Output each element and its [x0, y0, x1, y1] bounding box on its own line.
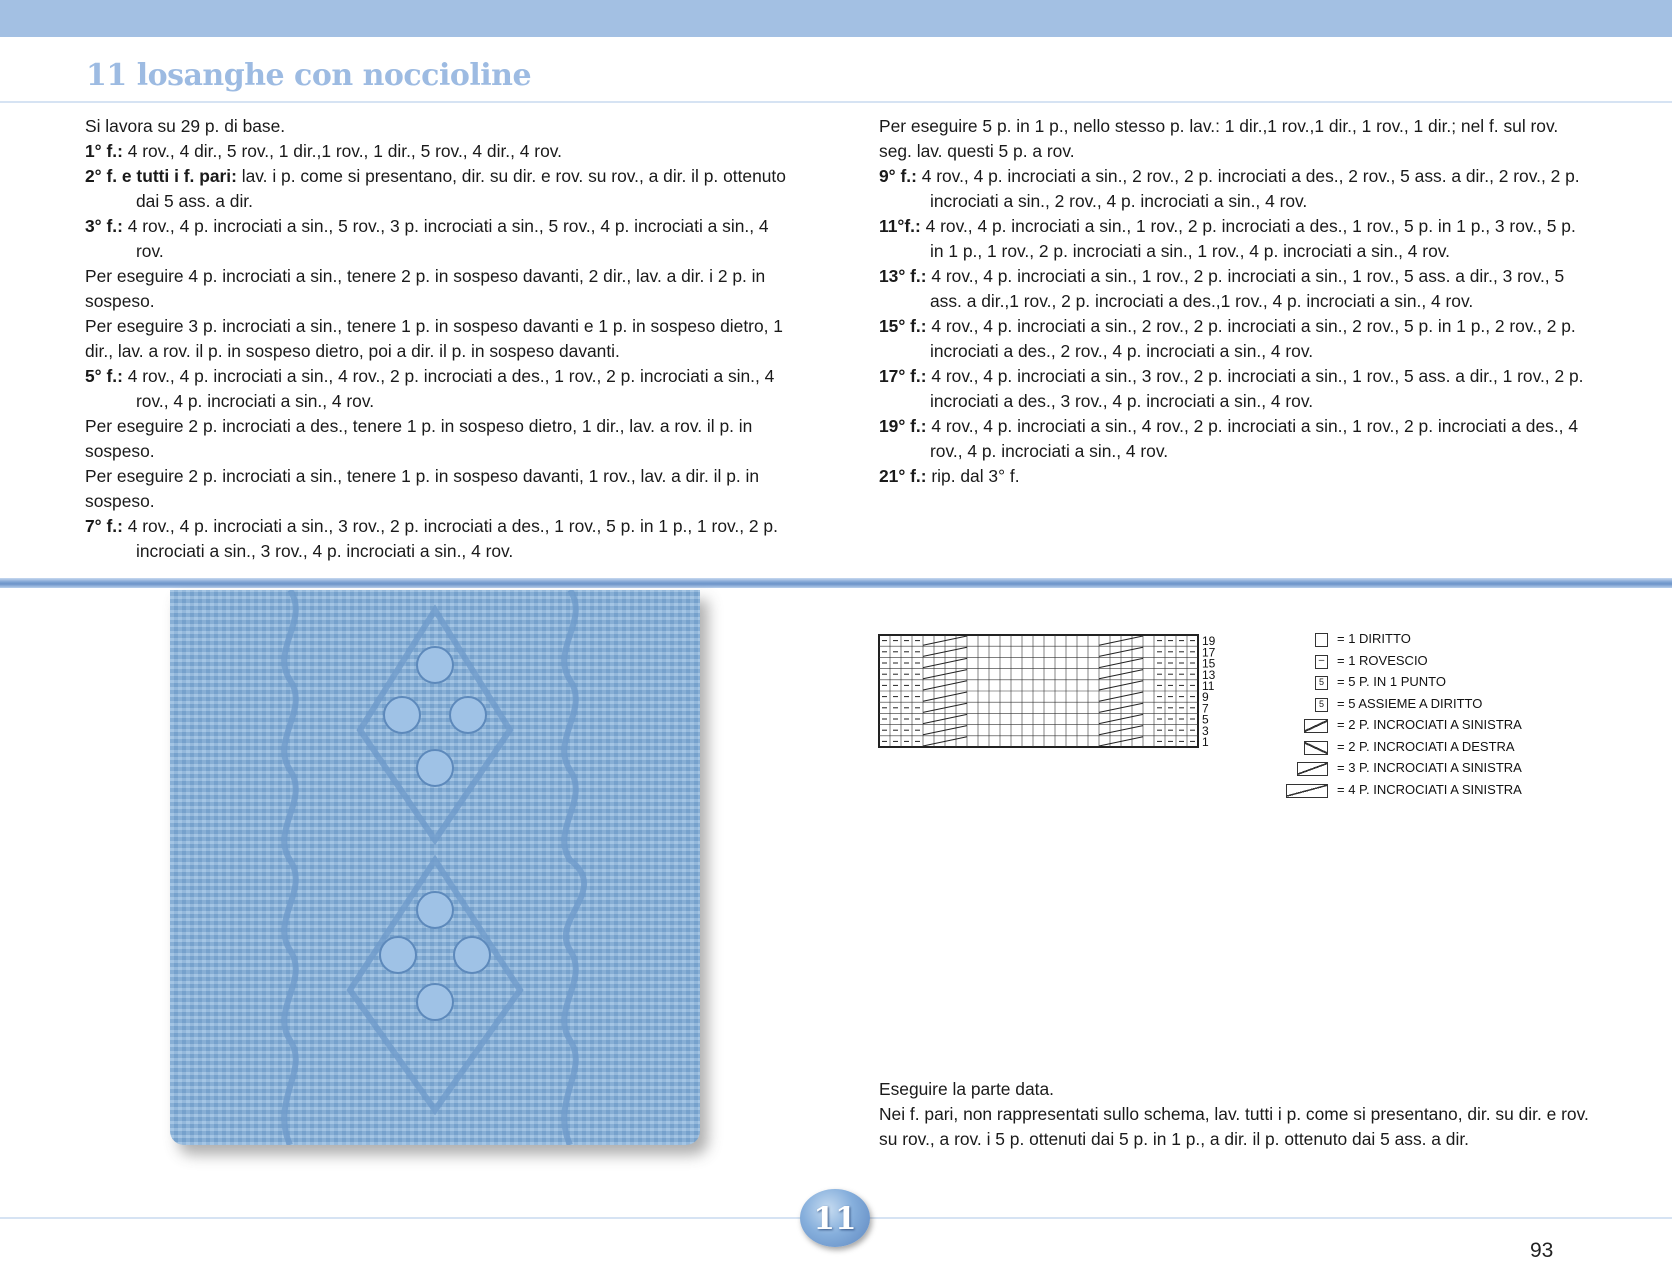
cross-4-left-icon	[1286, 784, 1328, 798]
instruction-row: 1° f.: 4 rov., 4 dir., 5 rov., 1 dir.,1 rov., 1 dir., 5 rov., 4 dir., 4 rov.	[85, 141, 563, 161]
chart-row-number: 1	[1202, 735, 1209, 749]
instructions-left-column	[85, 114, 797, 564]
instruction-row: 19° f.: 4 rov., 4 p. incrociati a sin., 4 rov., 2 p. incrociati a sin., 1 rov., 2 p. incrociati a des., 4 rov., 4 p. incrociati a sin., 4 rov.	[879, 416, 1579, 461]
instruction-row: Si lavora su 29 p. di base.	[85, 116, 286, 136]
legend-label: = 4 P. INCROCIATI A SINISTRA	[1337, 781, 1522, 797]
chart-row-number: 5	[1202, 712, 1209, 727]
instruction-note: Per eseguire 3 p. incrociati a sin., tenere 1 p. in sospeso davanti e 1 p. in sospeso dietro, 1 dir., lav. a rov. il p. in sospeso dietro, poi a dir. il p. in sospeso davanti.	[85, 316, 783, 361]
legend-label: = 2 P. INCROCIATI A DESTRA	[1337, 738, 1515, 754]
chart-row-number: 15	[1202, 656, 1216, 671]
cross-2-left-icon	[1304, 719, 1328, 733]
pattern-number: 11	[813, 1201, 857, 1237]
legend-label: = 3 P. INCROCIATI A SINISTRA	[1337, 760, 1522, 775]
legend-item	[1285, 630, 1585, 652]
instruction-row: 13° f.: 4 rov., 4 p. incrociati a sin., 1 rov., 2 p. incrociati a sin., 1 rov., 5 ass. a dir., 3 rov., 5 ass. a dir.,1 rov., 2 p. incrociati a des.,1 rov., 4 p. incrociati a sin., 4 rov.	[879, 266, 1565, 311]
cross-3-left-icon	[1297, 762, 1328, 776]
legend-item	[1285, 759, 1585, 781]
knitted-swatch-photo	[170, 590, 700, 1145]
dec-5-together-icon: 5	[1315, 698, 1328, 712]
legend-label: = 2 P. INCROCIATI A SINISTRA	[1337, 717, 1522, 732]
swatch-texture	[170, 590, 700, 1145]
instruction-row: 7° f.: 4 rov., 4 p. incrociati a sin., 3 rov., 2 p. incrociati a des., 1 rov., 5 p. in 1 p., 1 rov., 2 p. incrociati a sin., 3 rov., 4 p. incrociati a sin., 4 rov.	[85, 516, 778, 561]
legend-label: = 5 P. IN 1 PUNTO	[1337, 674, 1446, 689]
knitting-chart	[877, 633, 1237, 763]
legend-item	[1285, 652, 1585, 674]
instruction-row: 9° f.: 4 rov., 4 p. incrociati a sin., 2 rov., 2 p. incrociati a des., 2 rov., 5 ass. a dir., 2 rov., 2 p. incrociati a sin., 2 rov., 4 p. incrociati a sin., 4 rov.	[879, 166, 1580, 211]
title-divider	[0, 101, 1672, 103]
top-color-band	[0, 0, 1672, 37]
legend-label: = 1 DIRITTO	[1337, 631, 1411, 646]
legend-item	[1285, 673, 1585, 695]
decorative-band	[0, 578, 1672, 588]
knit-icon	[1315, 633, 1328, 647]
chart-row-number: 17	[1202, 645, 1216, 660]
instruction-row: 15° f.: 4 rov., 4 p. incrociati a sin., 2 rov., 2 p. incrociati a sin., 2 rov., 5 p. in 1 p., 2 rov., 2 p. incrociati a des., 2 rov., 4 p. incrociati a sin., 4 rov.	[879, 316, 1576, 361]
bobble-5-in-1-icon: 5	[1315, 676, 1328, 690]
legend-item	[1285, 716, 1585, 738]
instruction-note: Per eseguire 4 p. incrociati a sin., tenere 2 p. in sospeso davanti, 2 dir., lav. a dir. i 2 p. in sospeso.	[85, 266, 766, 311]
legend-item	[1285, 738, 1585, 760]
chart-row-number: 3	[1202, 723, 1209, 738]
note-line: Nei f. pari, non rappresentati sullo schema, lav. tutti i p. come si presentano, dir. su dir. e rov. su rov., a rov. i 5 p. ottenuti dai 5 p. in 1 p., a dir. il p. ottenuto dai 5 ass. a dir.	[879, 1104, 1589, 1149]
instruction-note: Per eseguire 5 p. in 1 p., nello stesso p. lav.: 1 dir.,1 rov.,1 dir., 1 rov., 1 dir.; nel f. sul rov. seg. lav. questi 5 p. a rov.	[879, 116, 1559, 161]
page-title: 11 losanghe con noccioline	[86, 58, 532, 93]
note-line: Eseguire la parte data.	[879, 1079, 1054, 1099]
instruction-row: 21° f.: rip. dal 3° f.	[879, 466, 1020, 486]
instruction-row: 5° f.: 4 rov., 4 p. incrociati a sin., 4 rov., 2 p. incrociati a des., 1 rov., 2 p. incrociati a sin., 4 rov., 4 p. incrociati a sin., 4 rov.	[85, 366, 775, 411]
chart-grid	[877, 633, 1237, 758]
legend-label: = 5 ASSIEME A DIRITTO	[1337, 695, 1483, 711]
instruction-note: Per eseguire 2 p. incrociati a sin., tenere 1 p. in sospeso davanti, 1 rov., lav. a dir. il p. in sospeso.	[85, 466, 760, 511]
cross-2-right-icon	[1304, 741, 1328, 755]
instruction-row: 11°f.: 4 rov., 4 p. incrociati a sin., 1 rov., 2 p. incrociati a des., 1 rov., 5 p. in 1 p., 3 rov., 5 p. in 1 p., 1 rov., 2 p. incrociati a sin., 1 rov., 4 p. incrociati a sin., 4 rov.	[879, 216, 1576, 261]
chart-legend	[1285, 630, 1585, 802]
chart-row-number: 9	[1202, 690, 1209, 705]
instruction-row: 17° f.: 4 rov., 4 p. incrociati a sin., 3 rov., 2 p. incrociati a sin., 1 rov., 5 ass. a dir., 1 rov., 2 p. incrociati a des., 3 rov., 4 p. incrociati a sin., 4 rov.	[879, 366, 1584, 411]
legend-item	[1285, 695, 1585, 717]
page-number: 93	[1530, 1239, 1554, 1262]
legend-label: = 1 ROVESCIO	[1337, 652, 1428, 668]
instruction-row: 2° f. e tutti i f. pari: lav. i p. come si presentano, dir. su dir. e rov. su rov., a dir. il p. ottenuto dai 5 ass. a dir.	[85, 166, 786, 211]
instructions-right-column	[879, 114, 1589, 489]
yarn-ball-badge	[800, 1189, 870, 1247]
legend-item	[1285, 781, 1585, 803]
instruction-row: 3° f.: 4 rov., 4 p. incrociati a sin., 5 rov., 3 p. incrociati a sin., 5 rov., 4 p. incrociati a sin., 4 rov.	[85, 216, 769, 261]
instruction-note: Per eseguire 2 p. incrociati a des., tenere 1 p. in sospeso dietro, 1 dir., lav. a rov. il p. in sospeso.	[85, 416, 753, 461]
chart-row-number: 13	[1202, 667, 1216, 682]
purl-icon: –	[1315, 655, 1328, 669]
chart-row-number: 11	[1202, 679, 1215, 693]
bottom-notes	[879, 1077, 1589, 1152]
chart-row-number: 19	[1202, 634, 1216, 649]
chart-row-number: 7	[1202, 701, 1209, 716]
